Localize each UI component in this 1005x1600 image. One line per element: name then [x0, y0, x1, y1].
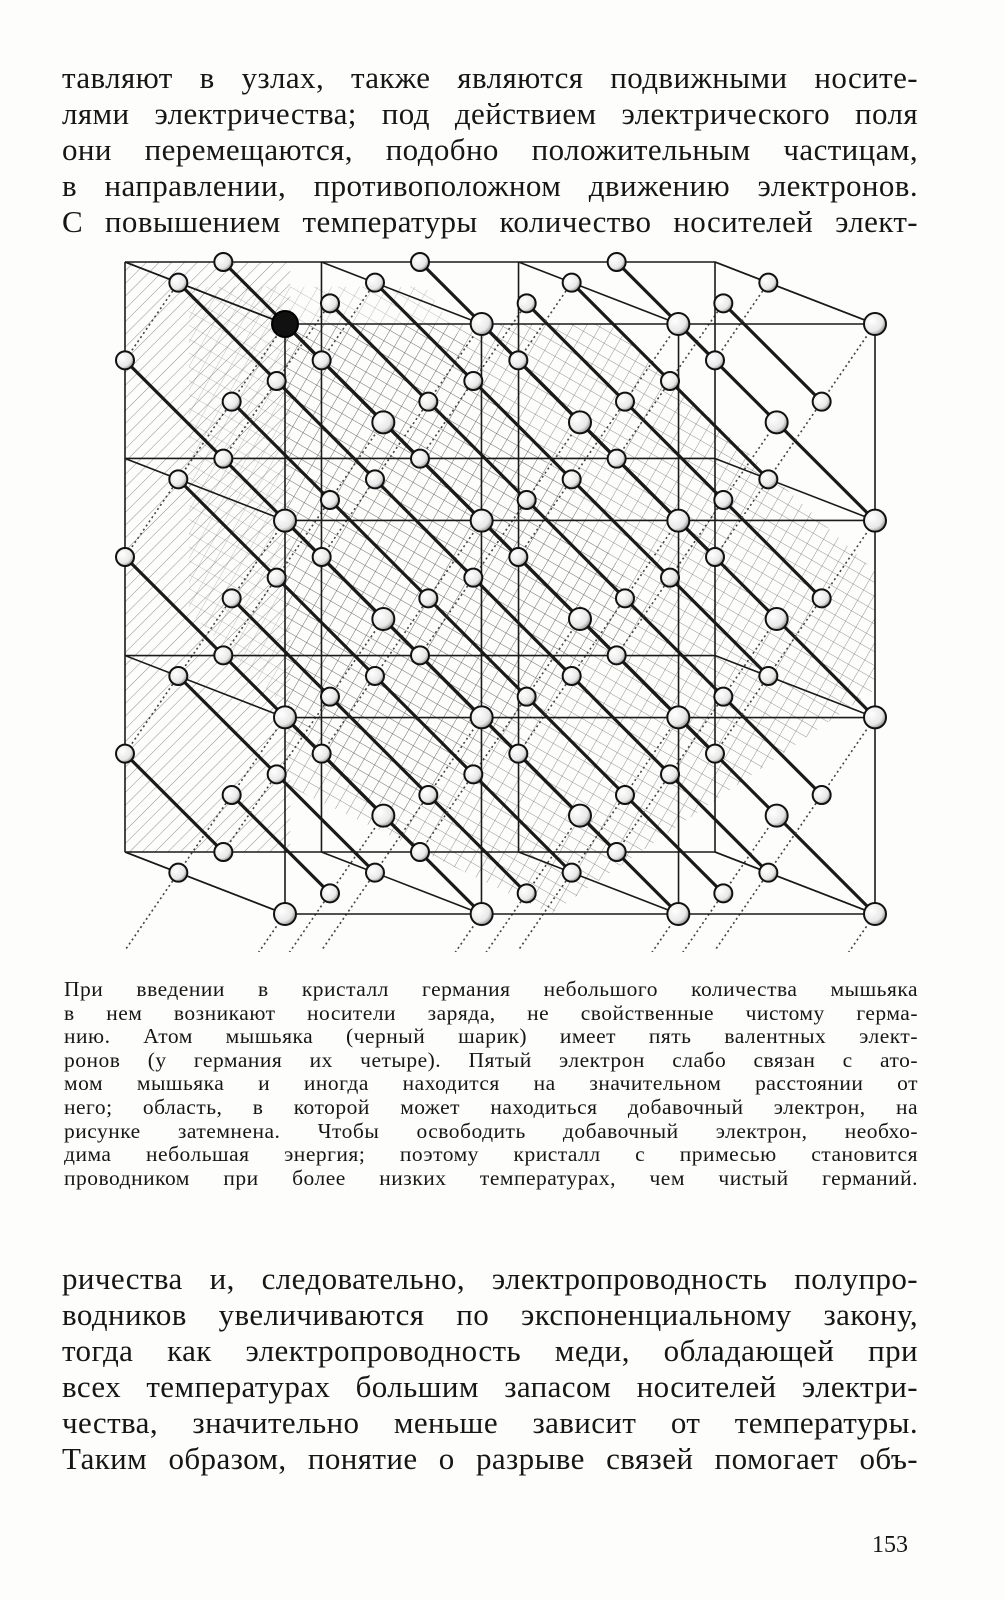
- germanium-atom: [864, 510, 886, 532]
- germanium-atom: [563, 864, 581, 882]
- germanium-atom: [214, 843, 232, 861]
- germanium-atom: [667, 706, 689, 728]
- germanium-atom: [569, 411, 591, 433]
- germanium-atom: [766, 608, 788, 630]
- germanium-atom: [714, 294, 732, 312]
- germanium-atom: [274, 706, 296, 728]
- germanium-atom: [661, 372, 679, 390]
- germanium-atom: [563, 667, 581, 685]
- text-line: тогда как электропроводность меди, обладающей при: [62, 1333, 918, 1368]
- germanium-atom: [366, 274, 384, 292]
- germanium-atom: [411, 450, 429, 468]
- germanium-atom: [214, 253, 232, 271]
- germanium-atom: [518, 491, 536, 509]
- caption-line: При введении в кристалл германия небольшого количества мышьяка: [64, 977, 918, 1001]
- germanium-atom: [464, 372, 482, 390]
- germanium-atom: [706, 351, 724, 369]
- germanium-atom: [464, 765, 482, 783]
- germanium-atom: [321, 491, 339, 509]
- bottom-paragraph: [62, 1261, 918, 1477]
- germanium-atom: [268, 765, 286, 783]
- germanium-atom: [563, 274, 581, 292]
- germanium-atom: [372, 608, 394, 630]
- germanium-atom: [411, 646, 429, 664]
- germanium-atom: [509, 351, 527, 369]
- germanium-atom: [608, 450, 626, 468]
- caption-line: него; область, в которой может находиться добавочный электрон, на: [64, 1094, 918, 1119]
- germanium-atom: [661, 569, 679, 587]
- germanium-atom: [813, 589, 831, 607]
- germanium-atom: [321, 884, 339, 902]
- text-line: лями электричества; под действием электрического поля: [62, 96, 918, 131]
- germanium-atom: [714, 688, 732, 706]
- germanium-atom: [667, 510, 689, 532]
- germanium-atom: [223, 786, 241, 804]
- bond: [822, 324, 875, 402]
- germanium-atom: [864, 903, 886, 925]
- germanium-atom: [569, 608, 591, 630]
- germanium-atom: [321, 294, 339, 312]
- top-paragraph: [62, 60, 918, 240]
- germanium-atom: [116, 351, 134, 369]
- electron-region-shading: [125, 262, 875, 914]
- germanium-atom: [419, 589, 437, 607]
- caption-line: нию. Атом мышьяка (черный шарик) имеет пять валентных элект-: [64, 1024, 918, 1049]
- caption-line: ронов (у германия их четыре). Пятый электрон слабо связан с ато-: [64, 1047, 918, 1072]
- germanium-atom: [471, 313, 493, 335]
- frame-edge: [715, 852, 875, 914]
- text-line: они перемещаются, подобно положительным частицам,: [62, 132, 918, 167]
- germanium-atom: [419, 786, 437, 804]
- germanium-atom: [366, 864, 384, 882]
- germanium-atom: [864, 313, 886, 335]
- germanium-atom: [759, 667, 777, 685]
- germanium-atom: [608, 253, 626, 271]
- text-line: С повышением температуры количество носителей элект-: [62, 204, 918, 239]
- germanium-atom: [471, 510, 493, 532]
- caption-line: дима небольшая энергия; поэтому кристалл с примесью становится: [64, 1142, 918, 1167]
- caption-line: в нем возникают носители заряда, не свойственные чистому герма-: [64, 1000, 918, 1025]
- germanium-atom: [509, 745, 527, 763]
- germanium-atom: [766, 411, 788, 433]
- germanium-atom: [313, 745, 331, 763]
- germanium-atom: [616, 589, 634, 607]
- germanium-atom: [419, 393, 437, 411]
- germanium-atom: [813, 786, 831, 804]
- germanium-atom: [706, 745, 724, 763]
- germanium-atom: [366, 470, 384, 488]
- text-line: ричества и, следовательно, электропроводность полупро-: [62, 1261, 918, 1296]
- text-line: тавляют в узлах, также являются подвижными носите-: [62, 60, 918, 95]
- crystal-lattice-figure: [100, 232, 900, 952]
- germanium-atom: [313, 548, 331, 566]
- germanium-atom: [714, 491, 732, 509]
- frame-edge: [519, 262, 679, 324]
- frame-edge: [125, 852, 285, 914]
- germanium-atom: [759, 864, 777, 882]
- germanium-atom: [569, 805, 591, 827]
- germanium-atom: [518, 688, 536, 706]
- germanium-atom: [268, 569, 286, 587]
- germanium-atom: [116, 548, 134, 566]
- germanium-atom: [714, 884, 732, 902]
- germanium-atom: [667, 313, 689, 335]
- germanium-atom: [372, 805, 394, 827]
- germanium-atom: [813, 393, 831, 411]
- germanium-atom: [169, 864, 187, 882]
- text-line: в направлении, противоположном движению электронов.: [62, 168, 918, 203]
- germanium-atom: [667, 903, 689, 925]
- germanium-atom: [313, 351, 331, 369]
- germanium-atom: [471, 903, 493, 925]
- germanium-atom: [464, 569, 482, 587]
- germanium-atom: [864, 706, 886, 728]
- germanium-atom: [169, 667, 187, 685]
- germanium-atom: [223, 589, 241, 607]
- caption-line: мом мышьяка и иногда находится на значительном расстоянии от: [64, 1071, 918, 1096]
- germanium-atom: [366, 667, 384, 685]
- germanium-atom: [616, 393, 634, 411]
- germanium-atom: [563, 470, 581, 488]
- germanium-atom: [616, 786, 634, 804]
- text-line: Таким образом, понятие о разрыве связей помогает объ-: [62, 1441, 918, 1476]
- germanium-atom: [518, 884, 536, 902]
- figure-caption: [64, 978, 918, 1190]
- germanium-atom: [214, 450, 232, 468]
- germanium-atom: [706, 548, 724, 566]
- caption-line: рисунке затемнена. Чтобы освободить добавочный электрон, необхо-: [64, 1118, 918, 1143]
- germanium-atom: [169, 274, 187, 292]
- frame-edge: [715, 262, 875, 324]
- page-number: 153: [872, 1532, 908, 1558]
- germanium-atom: [608, 646, 626, 664]
- germanium-atom: [274, 903, 296, 925]
- bond: [723, 303, 821, 401]
- germanium-atom: [661, 765, 679, 783]
- germanium-atom: [372, 411, 394, 433]
- germanium-atom: [471, 706, 493, 728]
- bond: [777, 816, 875, 914]
- germanium-atom: [766, 805, 788, 827]
- germanium-atom: [274, 510, 296, 532]
- arsenic-atom: [272, 311, 298, 337]
- germanium-atom: [759, 470, 777, 488]
- germanium-atom: [169, 470, 187, 488]
- bond: [125, 873, 178, 951]
- germanium-atom: [608, 843, 626, 861]
- bond: [822, 717, 875, 795]
- caption-line: проводником при более низких температурах, чем чистый германий.: [64, 1165, 918, 1190]
- germanium-atom: [759, 274, 777, 292]
- germanium-atom: [321, 688, 339, 706]
- text-line: всех температурах большим запасом носителей электри-: [62, 1369, 918, 1404]
- germanium-atom: [518, 294, 536, 312]
- germanium-atom: [411, 843, 429, 861]
- germanium-atom: [214, 646, 232, 664]
- germanium-atom: [116, 745, 134, 763]
- germanium-atom: [411, 253, 429, 271]
- germanium-atom: [223, 393, 241, 411]
- text-line: водников увеличиваются по экспоненциальному закону,: [62, 1297, 918, 1332]
- text-line: чества, значительно меньше зависит от температуры.: [62, 1405, 918, 1440]
- germanium-atom: [509, 548, 527, 566]
- germanium-atom: [268, 372, 286, 390]
